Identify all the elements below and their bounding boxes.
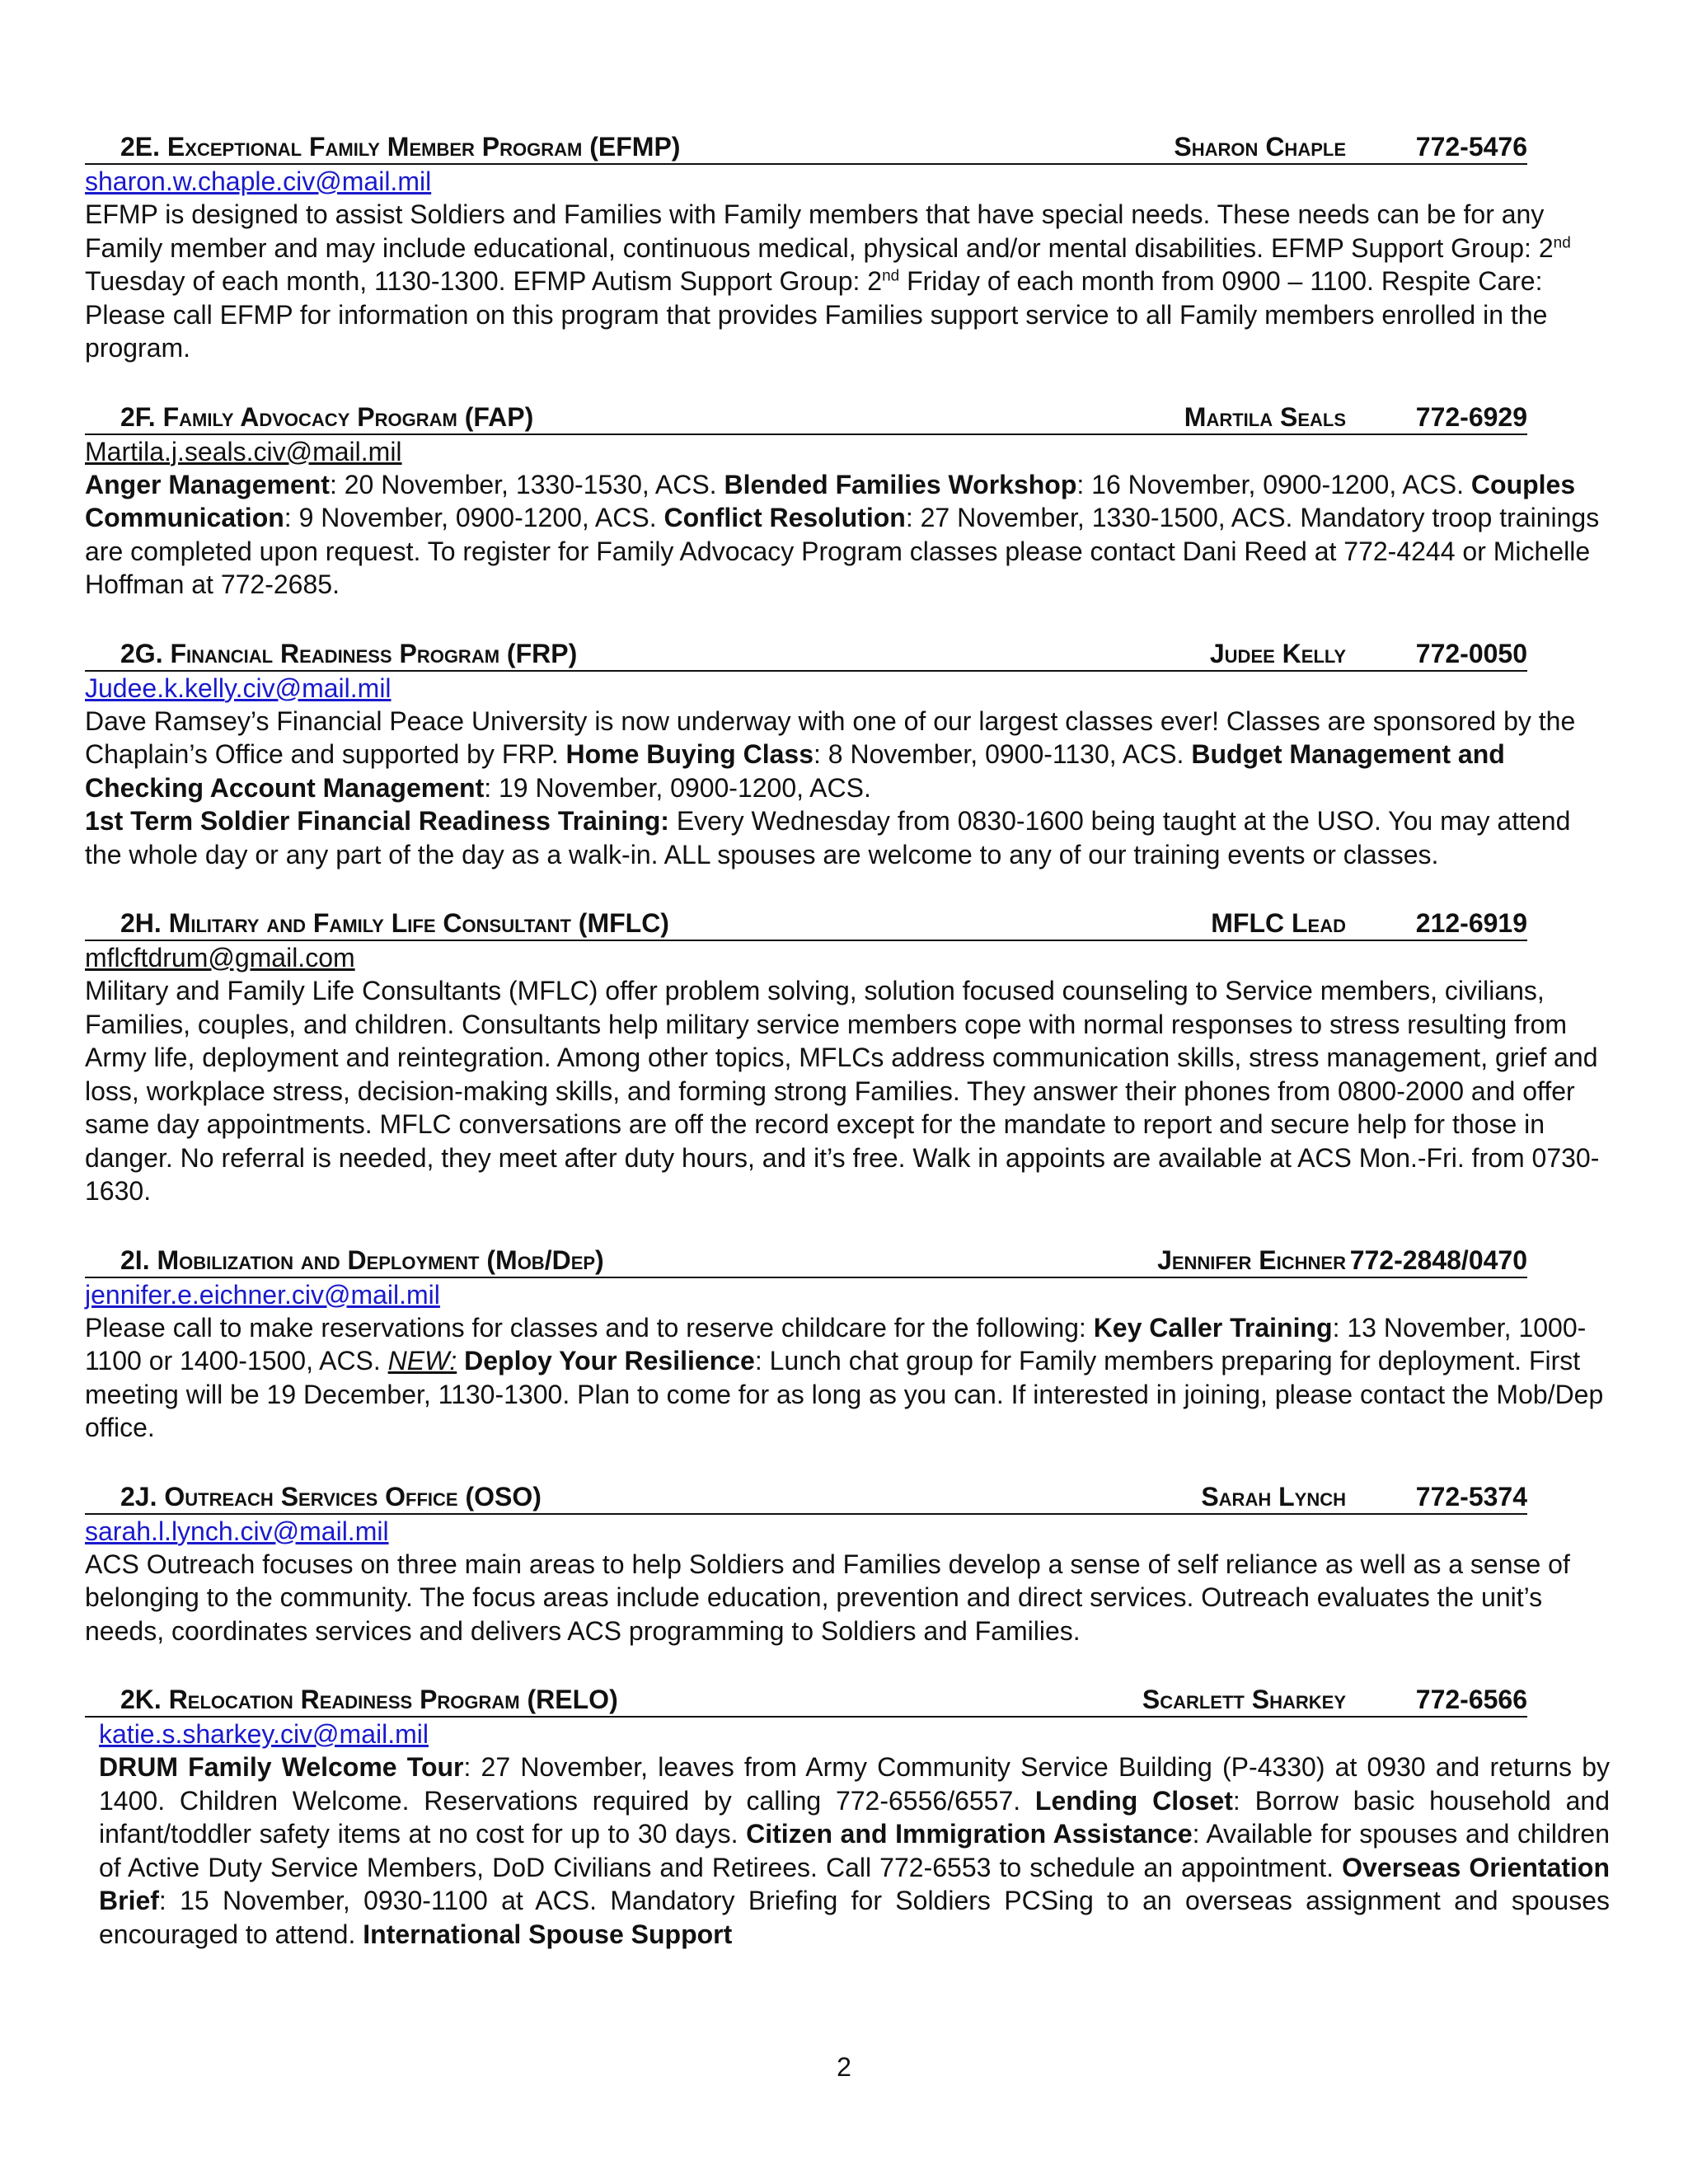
contact-phone: 772-5374 [1415,1481,1527,1511]
section-title: 2H. Military and Family Life Consultant (MFLC) [120,908,669,938]
section-oso [85,1480,1618,1648]
section-title: 2J. Outreach Services Office (OSO) [120,1481,542,1511]
contact-email-link[interactable]: sarah.l.lynch.civ@mail.mil [85,1516,389,1546]
contact-name: Martila Seals [1184,401,1346,432]
contact-phone: 772-2848/0470 [1349,1244,1527,1275]
section-body: EFMP is designed to assist Soldiers and Families with Family members that have special needs. These needs can be for any Family member and may include educational, continuous medical, physical and/or mental disabilities. EFMP Support Group: 2nd Tuesday of each month, 1130-1300. EFMP Autism Support Group: 2nd Friday of each month from 0900 – 1100. Respite Care: Please call EFMP for information on this program that provides Families support service to all Family members enrolled in the program. [85,199,1571,363]
section-mobdep [85,1244,1618,1445]
contact-name: Jennifer Eichner [1157,1244,1346,1275]
section-header [85,637,1527,672]
contact-email-link[interactable]: Judee.k.kelly.civ@mail.mil [85,673,392,703]
contact-name: Scarlett Sharkey [1142,1685,1346,1714]
section-title: 2I. Mobilization and Deployment (Mob/Dep) [120,1244,604,1275]
section-header [85,1480,1527,1515]
section-title: 2F. Family Advocacy Program (FAP) [120,401,534,432]
section-title: 2E. Exceptional Family Member Program (EFMP) [120,132,681,162]
section-header [85,1683,1527,1718]
section-header [85,130,1527,165]
contact-phone: 772-6566 [1415,1685,1527,1714]
contact-email-link[interactable]: mflcftdrum@gmail.com [85,943,355,972]
contact-name: MFLC Lead [1211,908,1346,938]
page-number: 2 [837,2052,851,2082]
section-header [85,401,1527,435]
contact-phone: 772-5476 [1415,132,1527,162]
contact-phone: 772-0050 [1415,638,1527,668]
contact-name: Judee Kelly [1209,638,1346,668]
section-relo [85,1683,1618,1951]
contact-email-link[interactable]: katie.s.sharkey.civ@mail.mil [99,1719,429,1749]
section-header [85,1244,1527,1278]
contact-email-link[interactable]: Martila.j.seals.civ@mail.mil [85,436,402,466]
section-efmp [85,130,1618,365]
section-title: 2K. Relocation Readiness Program (RELO) [120,1685,618,1714]
contact-name: Sarah Lynch [1201,1481,1346,1511]
section-header [85,907,1527,941]
section-body: Please call to make reservations for classes and to reserve childcare for the following: Key Caller Training: 13 November, 1000-1100 or 1400-1500, ACS. NEW: Deploy Your Resilience: Lunch chat group for Family members preparing for deployment. First meeting will be 19 December, 1130-1300. Plan to come for as long as you can. If interested in joining, please contact the Mob/Dep office. [85,1312,1604,1442]
contact-email-link[interactable]: sharon.w.chaple.civ@mail.mil [85,166,432,196]
contact-email-link[interactable]: jennifer.e.eichner.civ@mail.mil [85,1279,440,1310]
section-body: ACS Outreach focuses on three main areas to help Soldiers and Families develop a sense of self reliance as well as a sense of belonging to the community. The focus areas include education, prevention and direct services. Outreach evaluates the unit’s needs, coordinates services and delivers ACS programming to Soldiers and Families. [85,1549,1570,1646]
section-body: Dave Ramsey’s Financial Peace University is now underway with one of our largest classes ever! Classes are sponsored by the Chaplain’s Office and supported by FRP. Home Buying Class: 8 November, 0900-1130, ACS. Budget Management and Checking Account Management: 19 November, 0900-1200, ACS. 1st Term Soldier Financial Readiness Training: Every Wednesday from 0830-1600 being taught at the USO. You may attend the whole day or any part of the day as a walk-in. ALL spouses are welcome to any of our training events or classes. [85,705,1576,869]
section-title: 2G. Financial Readiness Program (FRP) [120,638,578,668]
section-frp [85,637,1618,872]
section-fap [85,401,1618,602]
section-body: DRUM Family Welcome Tour: 27 November, leaves from Army Community Service Building (P-4330) at 0930 and returns by 1400. Children Welcome. Reservations required by calling 772-6556/6557. Lending Closet: Borrow basic household and infant/toddler safety items at no cost for up to 30 days. Citizen and Immigration Assistance: Available for spouses and children of Active Duty Service Members, DoD Civilians and Retirees. Call 772-6553 to schedule an appointment. Overseas Orientation Brief: 15 November, 0930-1100 at ACS. Mandatory Briefing for Soldiers PCSing to an overseas assignment and spouses encouraged to attend. International Spouse Support [99,1752,1611,1949]
section-mflc [85,907,1618,1208]
contact-phone: 772-6929 [1415,401,1527,432]
section-body: Anger Management: 20 November, 1330-1530, ACS. Blended Families Workshop: 16 November, 0900-1200, ACS. Couples Communication: 9 November, 0900-1200, ACS. Conflict Resolution: 27 November, 1330-1500, ACS. Mandatory troop trainings are completed upon request. To register for Family Advocacy Program classes please contact Dani Reed at 772-4244 or Michelle Hoffman at 772-2685. [85,469,1600,599]
document-page [85,130,1618,1986]
contact-phone: 212-6919 [1415,908,1527,938]
contact-name: Sharon Chaple [1174,132,1346,162]
section-body: Military and Family Life Consultants (MFLC) offer problem solving, solution focused counseling to Service members, civilians, Families, couples, and children. Consultants help military service members cope with normal responses to stress resulting from Army life, deployment and reintegration. Among other topics, MFLCs address communication skills, stress management, grief and loss, workplace stress, decision-making skills, and forming strong Families. They answer their phones from 0800-2000 and offer same day appointments. MFLC conversations are off the record except for the mandate to report and secure help for those in danger. No referral is needed, they meet after duty hours, and it’s free. Walk in appoints are available at ACS Mon.-Fri. from 0730-1630. [85,976,1600,1206]
